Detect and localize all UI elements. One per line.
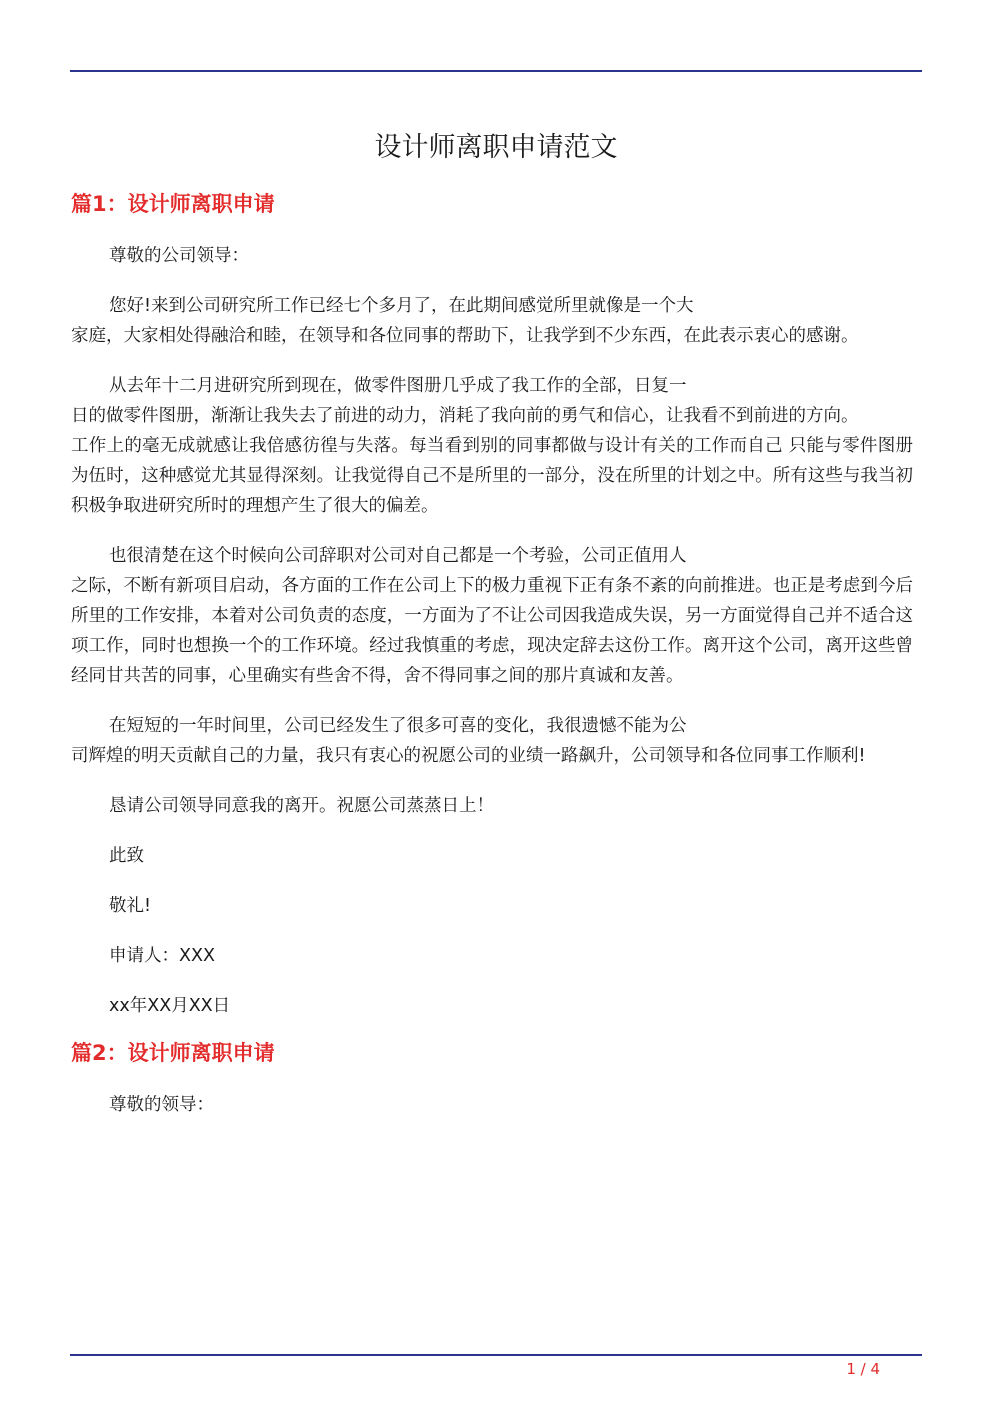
header-rule xyxy=(70,70,922,72)
paragraph-5 xyxy=(71,711,913,771)
paragraph-5-first-line: 在短短的一年时间里，公司已经发生了很多可喜的变化，我很遗憾不能为公 xyxy=(109,716,687,736)
paragraph-1-first-line: 您好!来到公司研究所工作已经七个多月了，在此期间感觉所里就像是一个大 xyxy=(109,296,694,316)
paragraph-4-rest: 之际，不断有新项目启动，各方面的工作在公司上下的极力重视下正有条不紊的向前推进。也正是考虑到今后所里的工作安排，本着对公司负责的态度，一方面为了不让公司因我造成失误，另一方面觉得自己并不适合这项工作，同时也想换一个的工作环境。经过我慎重的考虑，现决定辞去这份工作。离开这个公司，离开这些曾经同甘共苦的同事，心里确实有些舍不得，舍不得同事之间的那片真诚和友善。 xyxy=(71,576,913,686)
salutation: 尊敬的公司领导： xyxy=(109,246,249,266)
request-line: 恳请公司领导同意我的离开。祝愿公司蒸蒸日上！ xyxy=(109,796,494,816)
paragraph-3: 工作上的毫无成就感让我倍感彷徨与失落。每当看到别的同事都做与设计有关的工作而自己 只能与零件图册为伍时，这种感觉尤其显得深刻。让我觉得自己不是所里的一部分，没在所里的计划之中。所有这些与我当初积极争取进研究所时的理想产生了很大的偏差。 xyxy=(71,436,913,516)
closing-line-2: 敬礼! xyxy=(109,896,152,916)
paragraph-4-first-line: 也很清楚在这个时候向公司辞职对公司对自己都是一个考验，公司正值用人 xyxy=(109,546,687,566)
section-2-salutation: 尊敬的领导： xyxy=(109,1095,214,1115)
section-2-heading: 篇2：设计师离职申请 xyxy=(71,1041,275,1065)
paragraph-4 xyxy=(71,541,913,691)
paragraph-2 xyxy=(71,371,913,431)
document-title: 设计师离职申请范文 xyxy=(374,132,618,163)
footer-rule xyxy=(70,1354,922,1356)
paragraph-5-rest: 司辉煌的明天贡献自己的力量，我只有衷心的祝愿公司的业绩一路飙升，公司领导和各位同事工作顺利! xyxy=(71,746,866,766)
paragraph-2-first-line: 从去年十二月进研究所到现在，做零件图册几乎成了我工作的全部，日复一 xyxy=(109,376,687,396)
page-number: 1 / 4 xyxy=(846,1360,880,1378)
date-line: xx年XX月XX日 xyxy=(109,996,231,1016)
document-body xyxy=(71,186,913,1120)
paragraph-1-rest: 家庭，大家相处得融洽和睦，在领导和各位同事的帮助下，让我学到不少东西，在此表示衷心的感谢。 xyxy=(71,326,859,346)
paragraph-1 xyxy=(71,291,913,351)
applicant-line: 申请人：XXX xyxy=(109,946,215,966)
closing-line-1: 此致 xyxy=(109,846,144,866)
paragraph-2-rest: 日的做零件图册，渐渐让我失去了前进的动力，消耗了我向前的勇气和信心，让我看不到前进的方向。 xyxy=(71,406,859,426)
section-1-heading: 篇1：设计师离职申请 xyxy=(71,192,275,216)
